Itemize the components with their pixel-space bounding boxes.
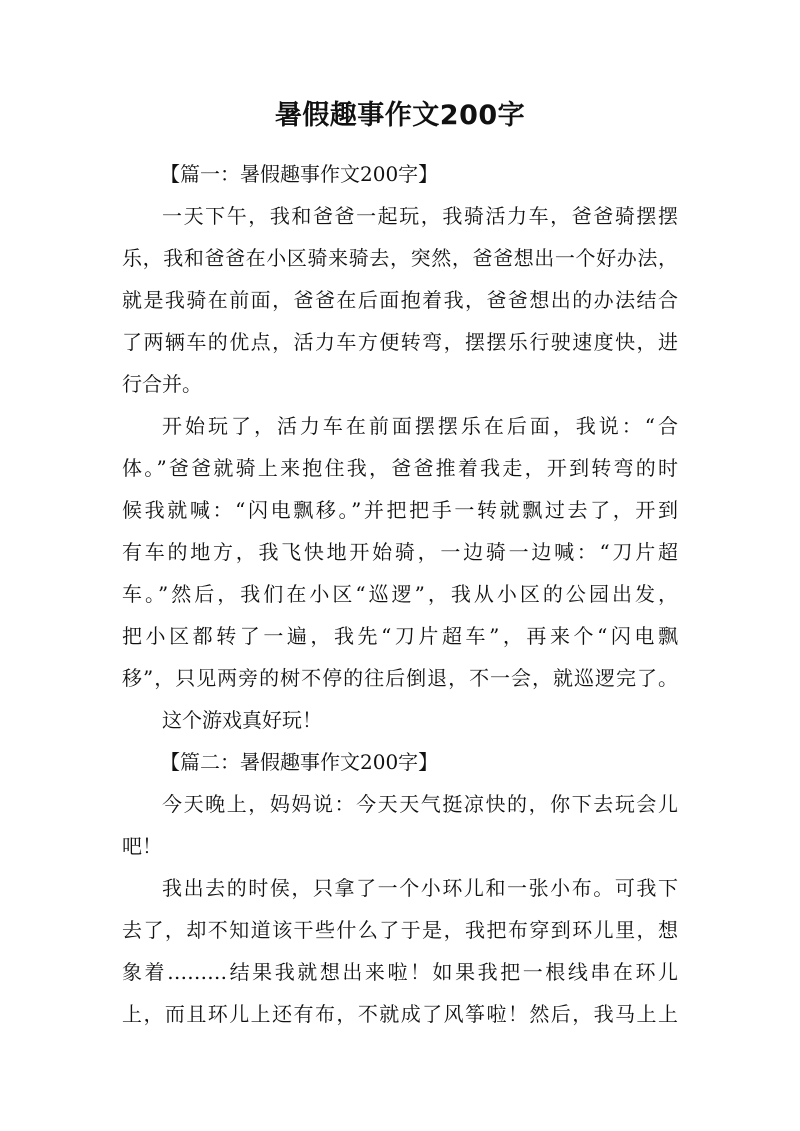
- document-page: 暑假趣事作文200字 【篇一：暑假趣事作文200字】 一天下午，我和爸爸一起玩，我骑活力车，爸爸骑摆摆 乐，我和爸爸在小区骑来骑去，突然，爸爸想出一个好办法， 就是我骑在前面，爸爸在后面抱着我，爸爸想出的办法结合 了两辆车的优点，活力车方便转弯，摆摆乐行驶速度快，进 行合并。 开始玩了，活力车在前面摆摆乐在后面，我说：“合 体。”爸爸就骑上来抱住我，爸爸推着我走，开到转弯的时 候我就喊：“闪电飘移。”并把把手一转就飘过去了，开到 有车的地方，我飞快地开始骑，一边骑一边喊：“刀片超 车。”然后，我们在小区“巡逻”，我从小区的公园出发， 把小区都转了一遍，我先“刀片超车”，再来个“闪电飘 移”，只见两旁的树不停的往后倒退，不一会，就巡逻完了。 这个游戏真好玩！ 【篇二：暑假趣事作文200字】 今天晚上，妈妈说：今天天气挺凉快的，你下去玩会儿 吧！ 我出去的时侯，只拿了一个小环儿和一张小布。可我下 去了，却不知道该干些什么了于是，我把布穿到环儿里，想 象着………结果我就想出来啦！如果我把一根线串在环儿 上，而且环儿上还有布，不就成了风筝啦！然后，我马上上: [0, 0, 800, 1131]
- document-title: 暑假趣事作文200字: [274, 100, 526, 131]
